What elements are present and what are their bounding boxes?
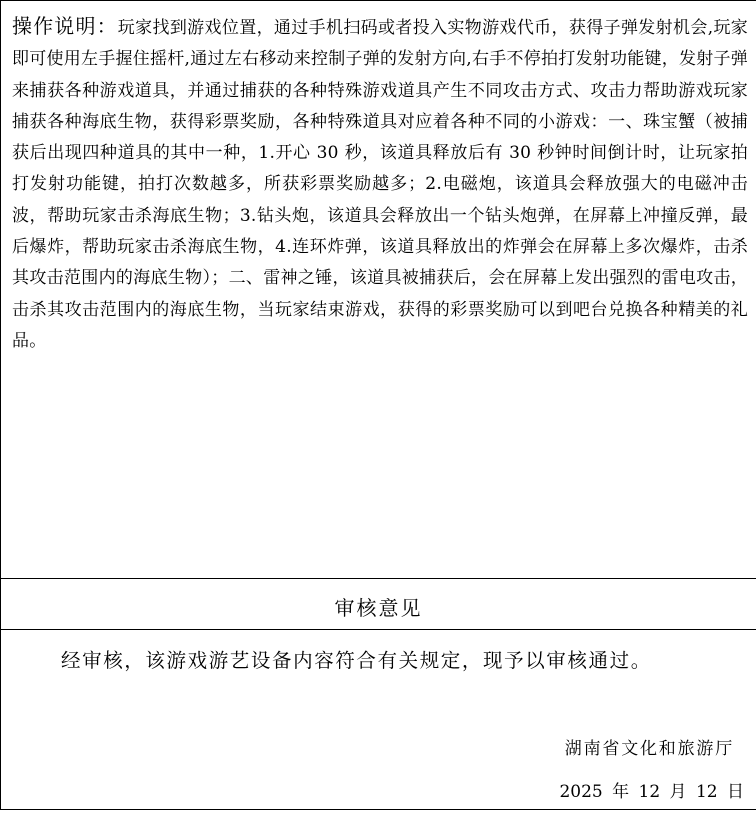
approval-date: 2025 年 12 月 12 日 (559, 782, 744, 802)
operation-description-label: 操作说明： (12, 14, 118, 38)
review-opinion-heading: 审核意见 (1, 580, 756, 630)
review-opinion-text: 经审核，该游戏游艺设备内容符合有关规定，现予以审核通过。 (61, 649, 652, 672)
operation-description-cell (1, 1, 756, 579)
issuing-organization: 湖南省文化和旅游厅 (564, 739, 734, 759)
review-opinion-cell (1, 631, 756, 810)
operation-description-text: 玩家找到游戏位置，通过手机扫码或者投入实物游戏代币，获得子弹发射机会,玩家即可使用左手握住摇杆,通过左右移动来控制子弹的发射方向,右手不停拍打发射功能键，发射子弹来捕获各种游戏道具，并通过捕获的各种特殊游戏道具产生不同攻击方式、攻击力帮助游戏玩家捕获各种海底生物，获得彩票奖励，各种特殊道具对应着各种不同的小游戏：一、珠宝蟹（被捕获后出现四种道具的其中一种，1.开心 30 秒，该道具释放后有 30 秒钟时间倒计时，让玩家拍打发射功能键，拍打次数越多，所获彩票奖励越多；2.电磁炮，该道具会释放强大的电磁冲击波，帮助玩家击杀海底生物；3.钻头炮，该道具会释放出一个钻头炮弹，在屏幕上冲撞反弹，最后爆炸，帮助玩家击杀海底生物，4.连环炸弹，该道具释放出的炸弹会在屏幕上多次爆炸，击杀其攻击范围内的海底生物）；二、雷神之锤，该道具被捕获后，会在屏幕上发出强烈的雷电攻击，击杀其攻击范围内的海底生物，当玩家结束游戏，获得的彩票奖励可以到吧台兑换各种精美的礼品。 (12, 18, 749, 351)
